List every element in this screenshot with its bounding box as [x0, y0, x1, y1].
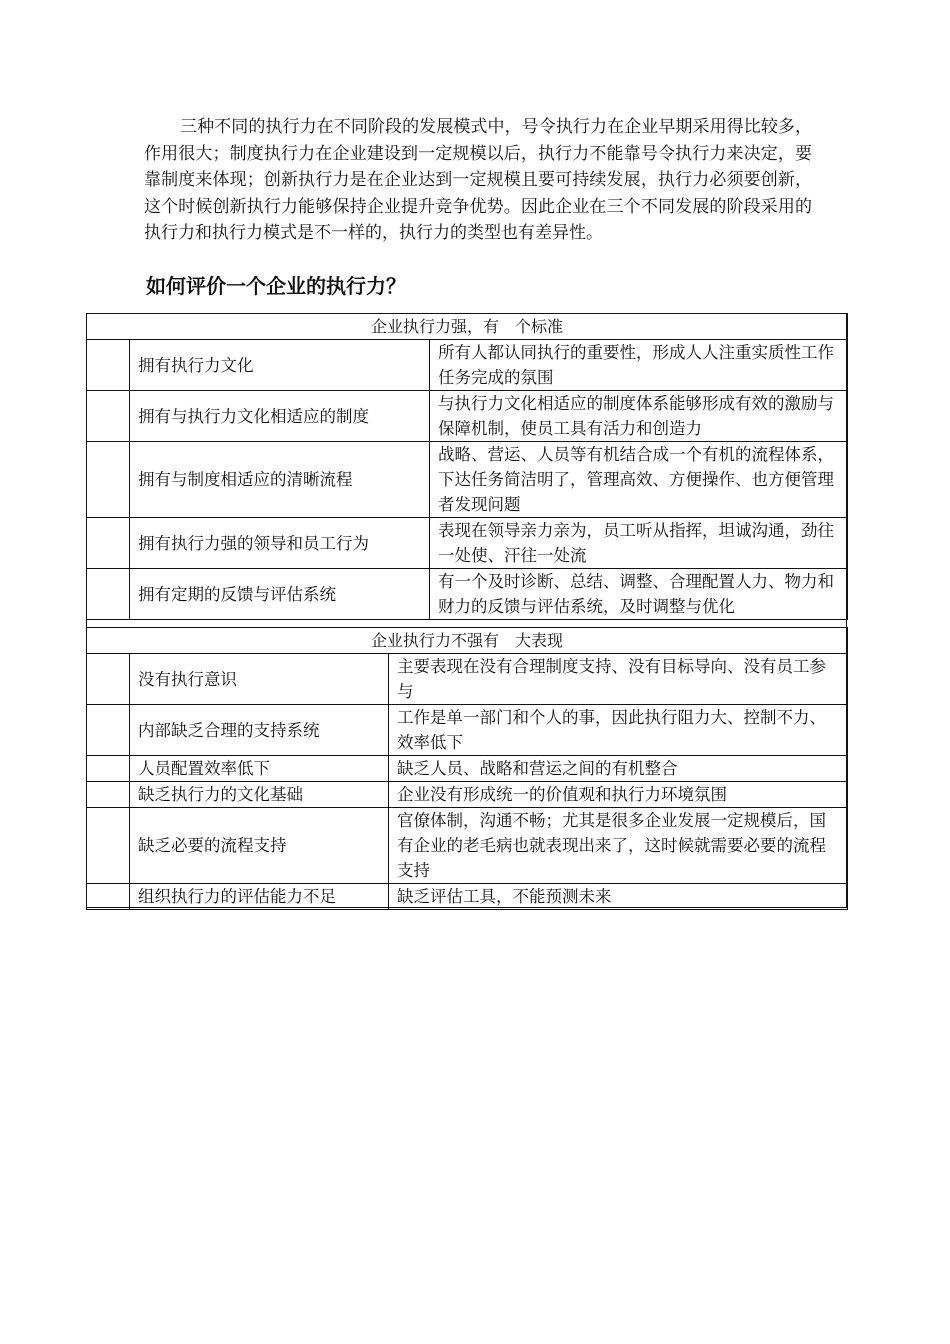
- row-desc: 工作是单一部门和个人的事，因此执行阻力大、控制不力、效率低下: [389, 705, 848, 756]
- row-desc: 主要表现在没有合理制度支持、没有目标导向、没有员工参与: [389, 654, 848, 705]
- table-row: [87, 756, 848, 782]
- row-item: 拥有与制度相适应的清晰流程: [130, 442, 430, 518]
- table-title: 企业执行力不强有 大表现: [87, 628, 848, 654]
- row-number: [87, 391, 130, 442]
- row-item: 人员配置效率低下: [130, 756, 389, 782]
- table-row: [87, 340, 848, 391]
- row-item: 组织执行力的评估能力不足: [130, 884, 389, 910]
- table-row: [87, 782, 848, 808]
- row-number: [87, 705, 130, 756]
- table-title: 企业执行力强，有 个标准: [87, 314, 848, 340]
- table-row: [87, 654, 848, 705]
- row-item: 拥有定期的反馈与评估系统: [130, 569, 430, 620]
- row-number: [87, 782, 130, 808]
- row-number: [87, 442, 130, 518]
- table-row: [87, 884, 848, 910]
- table-row: [87, 808, 848, 884]
- row-item: 缺乏必要的流程支持: [130, 808, 389, 884]
- row-number: [87, 884, 130, 910]
- row-item: 拥有执行力强的领导和员工行为: [130, 518, 430, 569]
- table-row: [87, 705, 848, 756]
- table-row: [87, 442, 848, 518]
- row-number: [87, 569, 130, 620]
- row-desc: 缺乏人员、战略和营运之间的有机整合: [389, 756, 848, 782]
- row-item: 内部缺乏合理的支持系统: [130, 705, 389, 756]
- row-desc: 缺乏评估工具，不能预测未来: [389, 884, 848, 910]
- strong-execution-table: [86, 313, 848, 620]
- row-item: 拥有执行力文化: [130, 340, 430, 391]
- intro-paragraph: 三种不同的执行力在不同阶段的发展模式中，号令执行力在企业早期采用得比较多，作用很大；制度执行力在企业建设到一定规模以后，执行力不能靠号令执行力来决定，要靠制度来体现；创新执行力是在企业达到一定规模且要可持续发展，执行力必须要创新，这个时候创新执行力能够保持企业提升竞争优势。因此企业在三个不同发展的阶段采用的执行力和执行力模式是不一样的，执行力的类型也有差异性。: [144, 117, 812, 243]
- row-desc: 战略、营运、人员等有机结合成一个有机的流程体系，下达任务简洁明了，管理高效、方便操作、也方便管理者发现问题: [430, 442, 848, 518]
- table-row: [87, 569, 848, 620]
- row-desc: 官僚体制，沟通不畅；尤其是很多企业发展一定规模后，国有企业的老毛病也就表现出来了，这时候就需要必要的流程支持: [389, 808, 848, 884]
- section-heading: 如何评价一个企业的执行力？: [146, 274, 406, 298]
- row-number: [87, 340, 130, 391]
- row-number: [87, 756, 130, 782]
- row-number: [87, 518, 130, 569]
- row-item: 缺乏执行力的文化基础: [130, 782, 389, 808]
- row-item: 拥有与执行力文化相适应的制度: [130, 391, 430, 442]
- row-number: [87, 808, 130, 884]
- row-desc: 所有人都认同执行的重要性，形成人人注重实质性工作任务完成的氛围: [430, 340, 848, 391]
- row-desc: 有一个及时诊断、总结、调整、合理配置人力、物力和财力的反馈与评估系统，及时调整与优化: [430, 569, 848, 620]
- row-item: 没有执行意识: [130, 654, 389, 705]
- table-row: [87, 518, 848, 569]
- row-desc: 与执行力文化相适应的制度体系能够形成有效的激励与保障机制，使员工具有活力和创造力: [430, 391, 848, 442]
- table-row: [87, 391, 848, 442]
- row-number: [87, 654, 130, 705]
- weak-execution-table: [86, 627, 848, 910]
- row-desc: 企业没有形成统一的价值观和执行力环境氛围: [389, 782, 848, 808]
- row-desc: 表现在领导亲力亲为，员工听从指挥，坦诚沟通，劲往一处使、汗往一处流: [430, 518, 848, 569]
